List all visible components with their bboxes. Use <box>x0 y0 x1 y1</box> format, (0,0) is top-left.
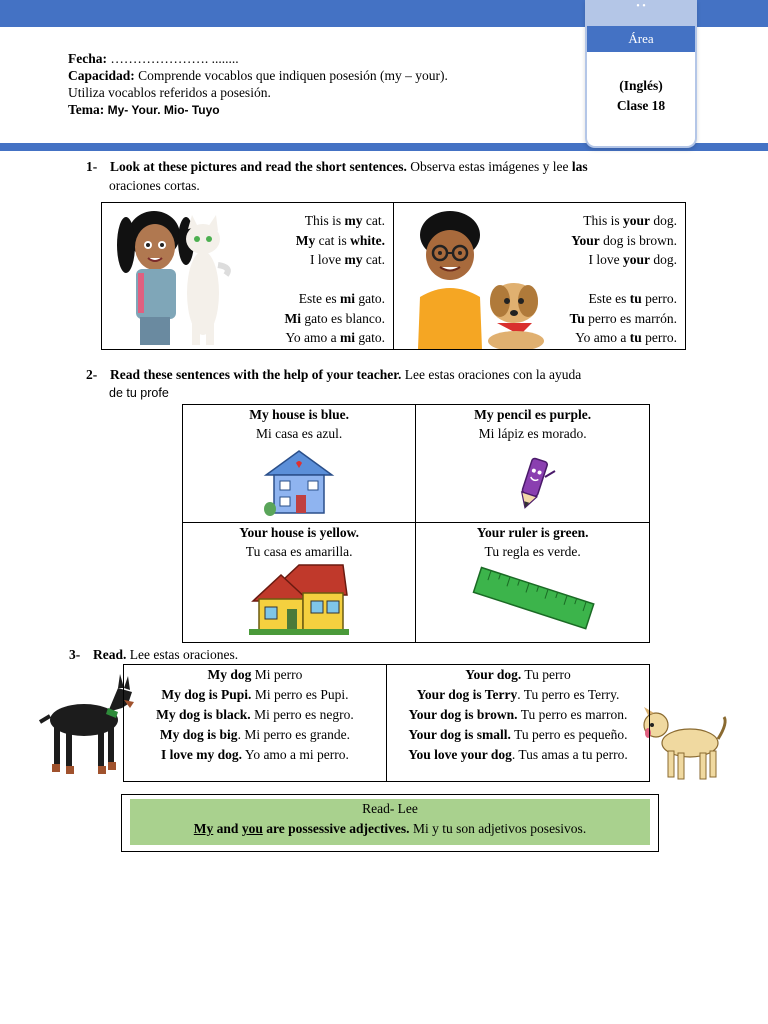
s3-right-1-en: Your dog is Terry <box>416 687 518 702</box>
s1-right-l3c: dog. <box>650 252 677 267</box>
purple-pencil-icon <box>503 453 563 513</box>
header-info <box>68 50 448 119</box>
girl-with-cat-illustration <box>108 205 238 347</box>
s3-right-0-es: Tu perro <box>521 667 571 682</box>
s2-cell3-en: Your ruler is green. <box>476 525 589 540</box>
section1-title-rest: Observa estas imágenes y lee <box>410 159 569 174</box>
s1-right-l6c: perro. <box>641 330 677 345</box>
s1-right-l4a: Este es <box>588 291 630 306</box>
section1-table <box>101 202 686 350</box>
s3-right-0-en: Your dog. <box>465 667 522 682</box>
capacidad-text: Comprende vocablos que indiquen posesión (my – your). <box>138 68 448 83</box>
read-box-title: Read- Lee <box>362 801 418 816</box>
s1-right-l6b: tu <box>629 330 642 345</box>
section2-title-bold: Read these sentences with the help of your teacher. <box>110 367 402 382</box>
ruler-cell <box>416 523 650 643</box>
s1-right-l2b: dog is brown. <box>599 232 677 248</box>
blue-house-cell <box>183 405 416 523</box>
section1-title-bold: Look at these pictures and read the short sentences. <box>110 159 407 174</box>
read-box <box>121 794 659 852</box>
section1-heading-line2: oraciones cortas. <box>109 178 200 193</box>
s1-right-l1b: your <box>623 213 650 228</box>
section2-title-rest: Lee estas oraciones con la ayuda <box>404 367 582 382</box>
s1-right-l5b: perro es marrón. <box>584 310 677 326</box>
read-box-and: and <box>213 821 242 836</box>
s3-left-3-es: . Mi perro es grande. <box>237 727 351 742</box>
s1-left-l6c: gato. <box>355 330 385 345</box>
read-box-you: you <box>241 821 263 836</box>
s2-cell3-es: Tu regla es verde. <box>484 544 581 559</box>
s3-left-2-en: My dog is black. <box>156 707 251 722</box>
dog-sentences <box>570 211 678 348</box>
tab-dots: • • <box>587 0 695 26</box>
fecha-value: …………………. ........ <box>110 51 239 66</box>
read-box-rest-es: Mi y tu son adjetivos posesivos. <box>409 821 587 836</box>
pencil-cell <box>416 405 650 523</box>
s1-right-l1c: dog. <box>650 213 677 228</box>
section2-heading-line2: de tu profe <box>109 386 169 400</box>
s3-left-3-en: My dog is big <box>159 727 238 742</box>
s1-right-l6a: Yo amo a <box>575 330 630 345</box>
section2-table <box>182 404 650 643</box>
s1-left-l5b: gato es blanco. <box>301 310 385 326</box>
boy-with-dog-illustration <box>402 207 552 349</box>
s3-right-3-en: Your dog is small. <box>408 727 511 742</box>
section1-title-las: las <box>571 159 588 174</box>
s1-left-l1c: cat. <box>362 213 385 228</box>
section3-heading <box>69 645 238 664</box>
capacidad-label: Capacidad: <box>68 68 135 83</box>
yellow-house-cell <box>183 523 416 643</box>
section1-number: 1- <box>86 159 98 174</box>
s1-right-l2a: Your <box>571 232 600 248</box>
cat-cell <box>102 203 394 350</box>
s3-left-4-es: Yo amo a mi perro. <box>242 747 349 762</box>
s1-right-l4c: perro. <box>641 291 677 306</box>
small-dog-illustration <box>640 703 730 783</box>
s1-right-l5a: Tu <box>569 310 585 326</box>
section3-number: 3- <box>69 647 81 662</box>
s1-left-l6b: mi <box>340 330 355 345</box>
cat-sentences <box>285 211 385 348</box>
s2-cell2-es: Tu casa es amarilla. <box>245 544 353 559</box>
read-box-rest-bold: are possessive adjectives. <box>262 821 410 836</box>
s1-left-l4b: mi <box>340 291 355 306</box>
read-box-my: My <box>193 821 214 836</box>
s1-left-l2a: My <box>295 232 316 248</box>
read-box-inner <box>130 799 650 845</box>
s1-left-l4c: gato. <box>355 291 385 306</box>
s3-right-4-en: You love your dog <box>408 747 512 762</box>
yellow-house-icon <box>247 561 351 637</box>
s2-cell1-es: Mi lápiz es morado. <box>478 426 587 441</box>
tab-area-title: Área <box>587 26 695 52</box>
s3-left-1-en: My dog is Pupi. <box>161 687 252 702</box>
s2-cell1-en: My pencil es purple. <box>474 407 592 422</box>
s1-right-l1a: This is <box>583 213 623 228</box>
tema-value: My- Your. Mio- Tuyo <box>107 103 220 117</box>
s3-right-2-es: Tu perro es marron. <box>517 707 628 722</box>
tema-label: Tema: <box>68 102 105 117</box>
s3-right-3-es: Tu perro es pequeño. <box>510 727 628 742</box>
section2-heading <box>86 365 684 384</box>
s1-left-l3c: cat. <box>362 252 385 267</box>
section2-number: 2- <box>86 367 98 382</box>
s1-left-l5a: Mi <box>284 310 302 326</box>
s1-right-l3b: your <box>623 252 650 267</box>
tab-subject: (Inglés) <box>619 78 663 93</box>
s1-left-l2b: cat is <box>315 232 351 248</box>
s2-cell0-es: Mi casa es azul. <box>256 426 343 441</box>
my-dog-cell <box>124 665 387 782</box>
s2-cell2-en: Your house is yellow. <box>239 525 360 540</box>
s3-right-1-es: . Tu perro es Terry. <box>517 687 620 702</box>
s1-right-l4b: tu <box>629 291 642 306</box>
section3-title-bold: Read. <box>93 647 127 662</box>
s2-cell0-en: My house is blue. <box>249 407 350 422</box>
s1-right-l3a: I love <box>588 252 623 267</box>
s1-left-l1b: my <box>344 213 363 228</box>
s1-left-l1a: This is <box>304 213 345 228</box>
capacidad-line2: Utiliza vocablos referidos a posesión. <box>68 85 271 100</box>
green-ruler-icon <box>468 563 598 637</box>
s3-left-0-es: Mi perro <box>251 667 303 682</box>
s3-left-2-es: Mi perro es negro. <box>250 707 354 722</box>
s1-left-l3b: my <box>344 252 363 267</box>
s1-left-l6a: Yo amo a <box>285 330 340 345</box>
fecha-label: Fecha: <box>68 51 107 66</box>
blue-house-icon <box>262 447 336 517</box>
s3-left-4-en: I love my dog. <box>161 747 243 762</box>
dog-cell <box>394 203 686 350</box>
your-dog-cell <box>386 665 649 782</box>
s1-left-l4a: Este es <box>298 291 340 306</box>
area-tab <box>585 0 697 148</box>
section3-title-rest: Lee estas oraciones. <box>129 647 239 662</box>
section1-heading <box>86 157 684 176</box>
s3-left-1-es: Mi perro es Pupi. <box>251 687 349 702</box>
s1-left-l3a: I love <box>310 252 345 267</box>
black-dog-illustration <box>36 668 136 780</box>
s1-left-l2c: white. <box>350 232 385 248</box>
tab-clase: Clase 18 <box>616 98 666 113</box>
s3-left-0-en: My dog <box>207 667 252 682</box>
section3-table <box>123 664 650 782</box>
s3-right-2-en: Your dog is brown. <box>408 707 518 722</box>
s3-right-4-es: . Tus amas a tu perro. <box>511 747 628 762</box>
